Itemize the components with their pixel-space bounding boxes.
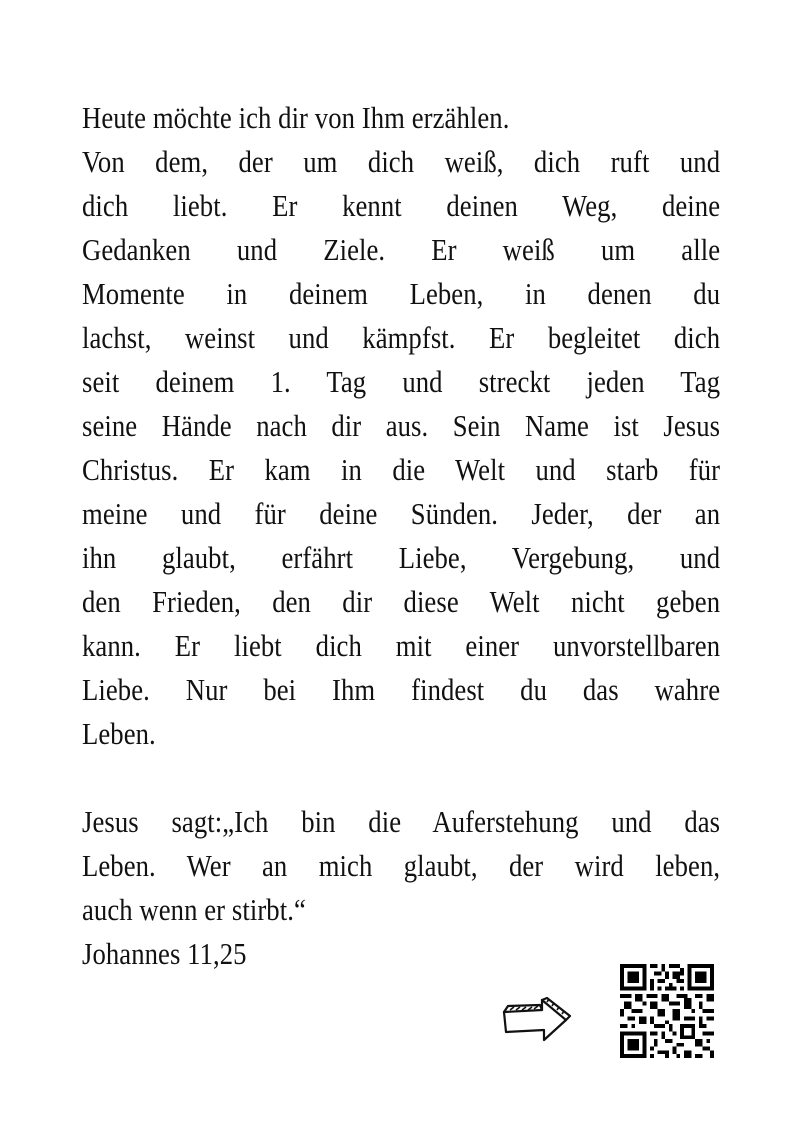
text-line: Heute möchte ich dir von Ihm erzählen. bbox=[82, 100, 510, 135]
text-line: dich liebt. Er kennt deinen Weg, deine bbox=[82, 188, 721, 223]
page-text bbox=[82, 96, 720, 976]
text-line: Leben. bbox=[82, 716, 156, 751]
text-line: ihn glaubt, erfährt Liebe, Vergebung, und bbox=[82, 540, 721, 575]
text-line: kann. Er liebt dich mit einer unvorstellbaren bbox=[82, 628, 721, 663]
quote-line: Jesus sagt:„Ich bin die Auferstehung und das bbox=[82, 804, 721, 839]
text-line: den Frieden, den dir diese Welt nicht geben bbox=[82, 584, 721, 619]
intro-paragraph bbox=[82, 96, 720, 756]
text-line: seit deinem 1. Tag und streckt jeden Tag bbox=[82, 364, 721, 399]
hand-drawn-right-arrow-icon bbox=[500, 996, 572, 1044]
text-line: Gedanken und Ziele. Er weiß um alle bbox=[82, 232, 721, 267]
text-line: lachst, weinst und kämpfst. Er begleitet dich bbox=[82, 320, 721, 355]
text-line: Momente in deinem Leben, in denen du bbox=[82, 276, 721, 311]
quote-line: Leben. Wer an mich glaubt, der wird leben, bbox=[82, 848, 721, 883]
quote-line: auch wenn er stirbt.“ bbox=[82, 892, 306, 927]
text-line: Von dem, der um dich weiß, dich ruft und bbox=[82, 144, 721, 179]
text-line: seine Hände nach dir aus. Sein Name ist Jesus bbox=[82, 408, 721, 443]
quote-reference: Johannes 11,25 bbox=[82, 936, 247, 971]
bible-quote bbox=[82, 800, 720, 976]
paragraph-gap bbox=[82, 756, 720, 800]
text-line: Liebe. Nur bei Ihm findest du das wahre bbox=[82, 672, 721, 707]
text-line: meine und für deine Sünden. Jeder, der an bbox=[82, 496, 721, 531]
text-line: Christus. Er kam in die Welt und starb für bbox=[82, 452, 721, 487]
qr-code-icon[interactable] bbox=[620, 964, 714, 1058]
